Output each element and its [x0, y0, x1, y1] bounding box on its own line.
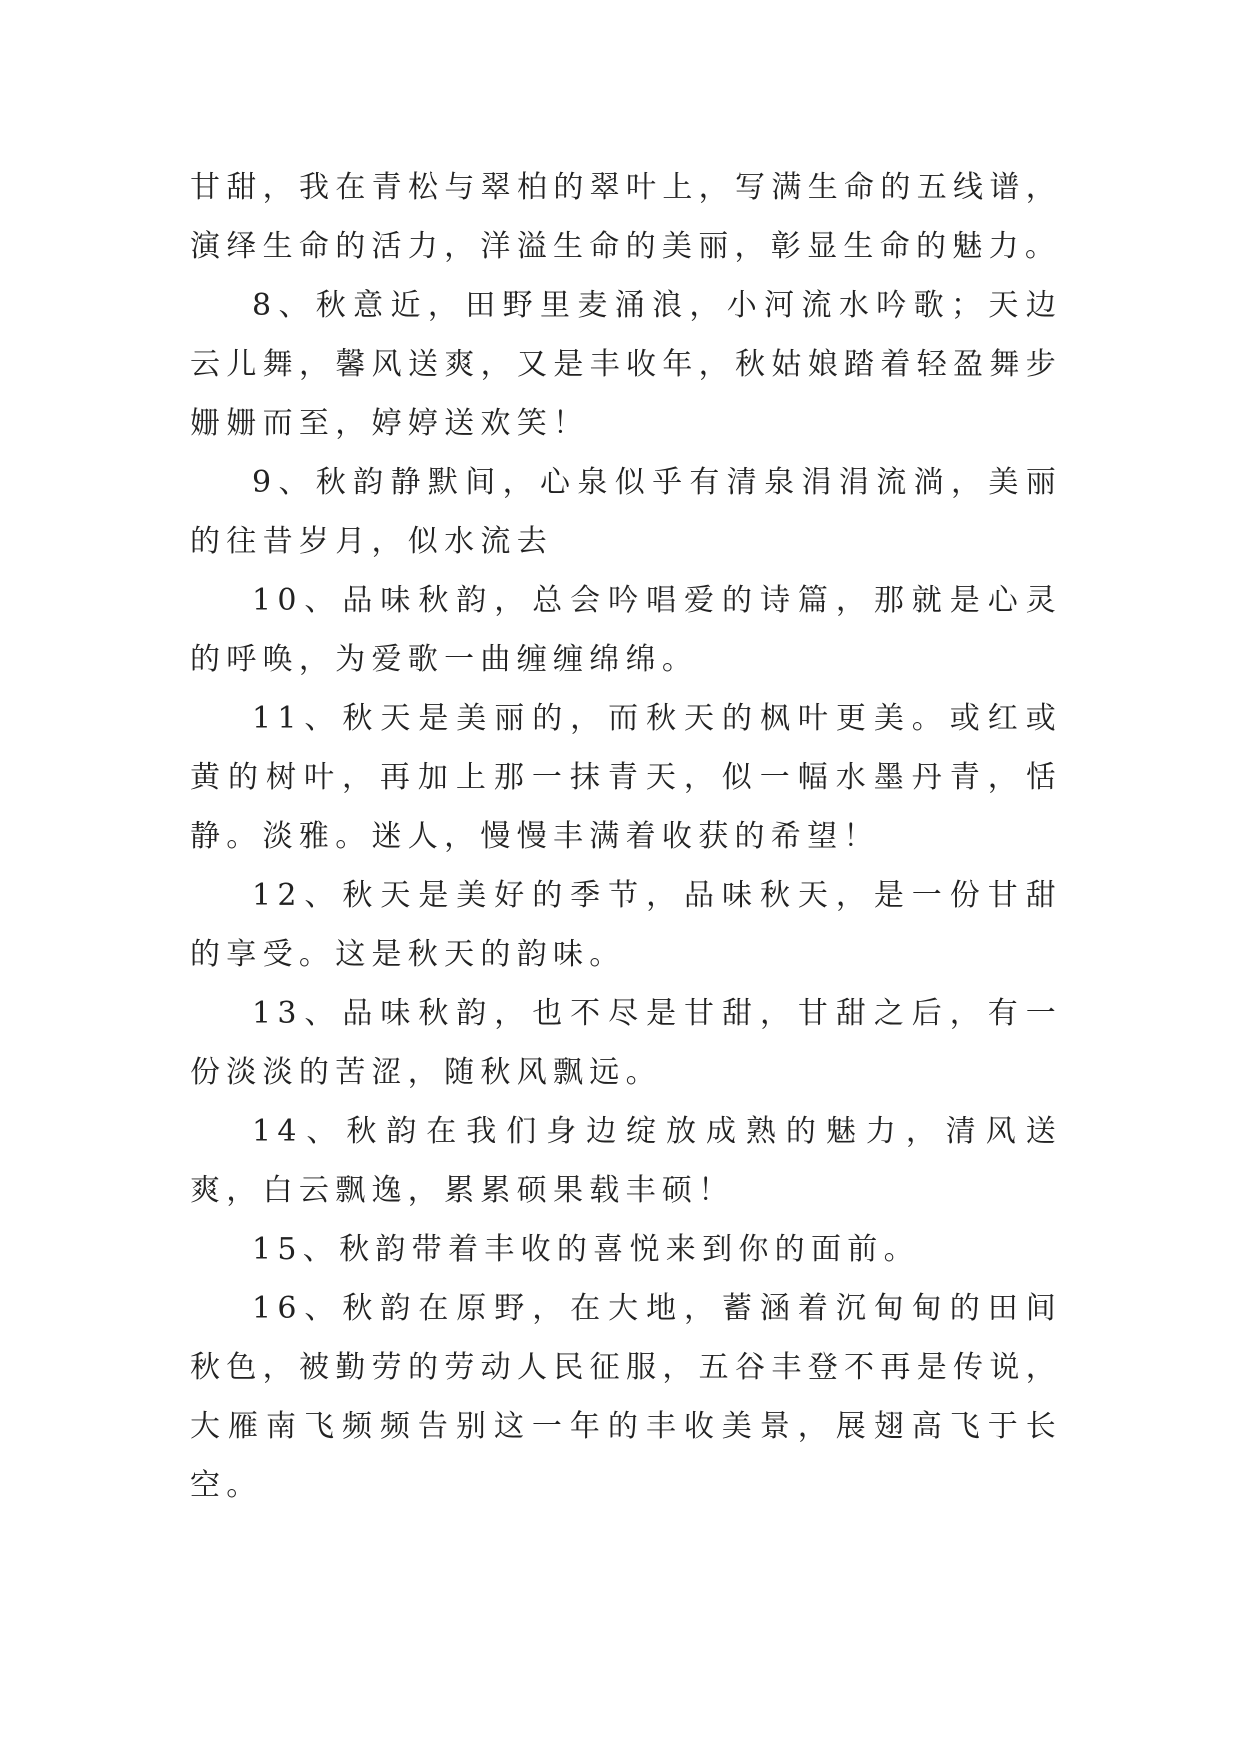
paragraph-11: 11、秋天是美丽的，而秋天的枫叶更美。或红或黄的树叶，再加上那一抹青天，似一幅水墨丹青，恬静。淡雅。迷人，慢慢丰满着收获的希望！: [190, 701, 1062, 854]
paragraph-13: 13、品味秋韵，也不尽是甘甜，甘甜之后，有一份淡淡的苦涩，随秋风飘远。: [190, 996, 1062, 1090]
paragraph-14: 14、秋韵在我们身边绽放成熟的魅力，清风送爽，白云飘逸，累累硕果载丰硕！: [190, 1114, 1062, 1208]
paragraph-continued: 甘甜，我在青松与翠柏的翠叶上，写满生命的五线谱，演绎生命的活力，洋溢生命的美丽，彰显生命的魅力。: [190, 170, 1062, 264]
paragraph-8: 8、秋意近，田野里麦涌浪，小河流水吟歌；天边云儿舞，馨风送爽，又是丰收年，秋姑娘踏着轻盈舞步姗姗而至，婷婷送欢笑！: [190, 288, 1062, 441]
paragraph-9: 9、秋韵静默间，心泉似乎有清泉涓涓流淌，美丽的往昔岁月，似水流去: [190, 465, 1062, 559]
paragraph-16: 16、秋韵在原野，在大地，蓄涵着沉甸甸的田间秋色，被勤劳的劳动人民征服，五谷丰登不再是传说，大雁南飞频频告别这一年的丰收美景，展翅高飞于长空。: [190, 1291, 1062, 1503]
document-body: [190, 158, 1062, 1515]
paragraph-10: 10、品味秋韵，总会吟唱爱的诗篇，那就是心灵的呼唤，为爱歌一曲缠缠绵绵。: [190, 583, 1062, 677]
paragraph-12: 12、秋天是美好的季节，品味秋天，是一份甘甜的享受。这是秋天的韵味。: [190, 878, 1062, 972]
paragraph-15: 15、秋韵带着丰收的喜悦来到你的面前。: [252, 1232, 920, 1267]
